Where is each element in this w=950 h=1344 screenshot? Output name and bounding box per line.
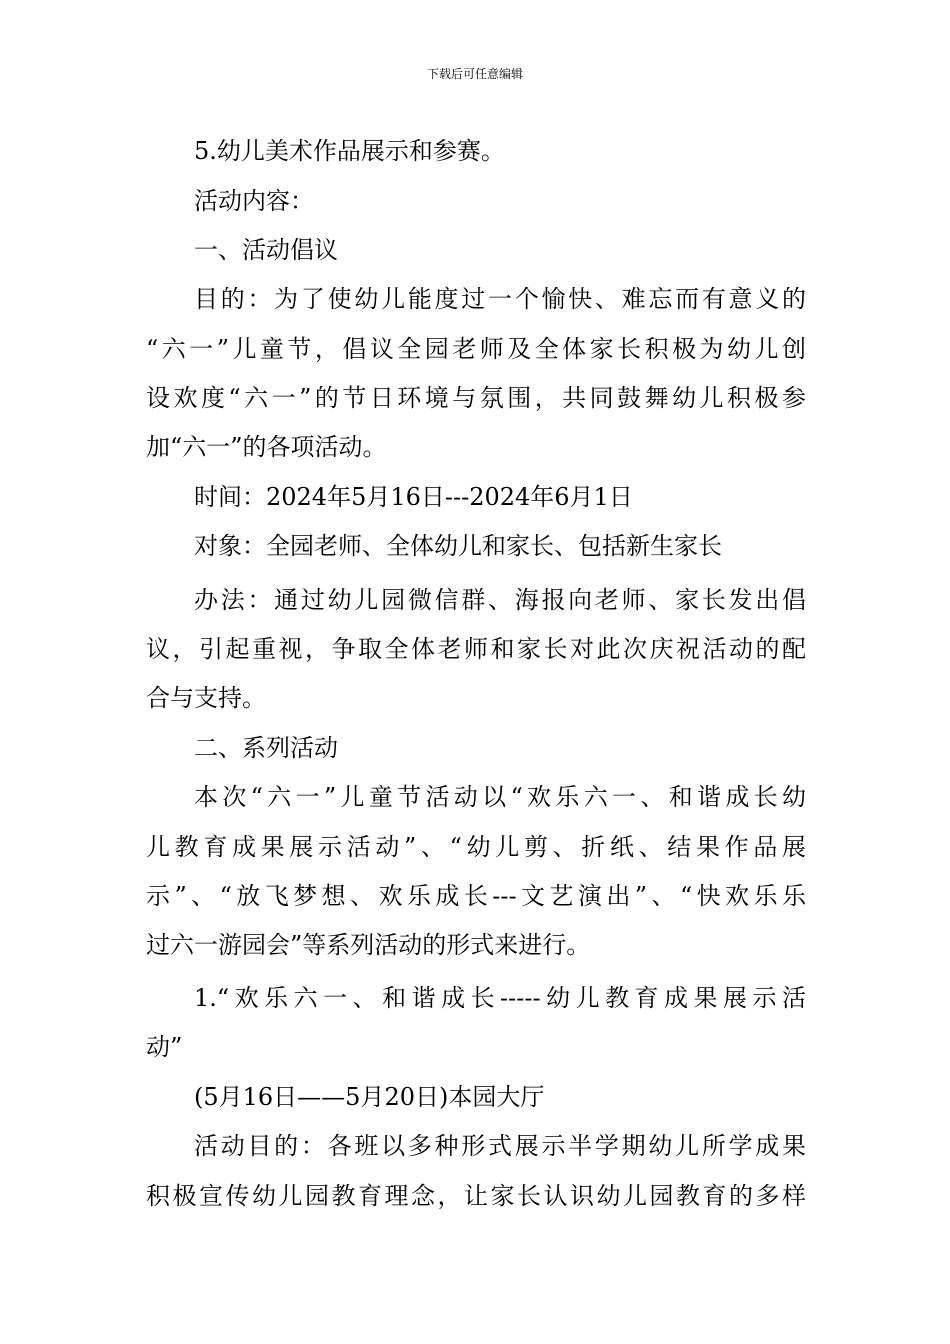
text-line: 示”、“放飞梦想、欢乐成长---文艺演出”、“快欢乐乐 (146, 882, 806, 910)
text-line: 加“六一”的各项活动。 (146, 433, 387, 461)
text-line: 本次“六一”儿童节活动以“欢乐六一、和谐成长幼 (194, 783, 806, 811)
section-heading: 二、系列活动 (194, 734, 338, 762)
section-heading: 一、活动倡议 (194, 236, 338, 264)
text-line: 1.“欢乐六一、和谐成长-----幼儿教育成果展示活 (194, 984, 806, 1012)
text-line: 儿教育成果展示活动”、“幼儿剪、折纸、结果作品展 (146, 833, 806, 861)
text-line: 对象：全园老师、全体幼儿和家长、包括新生家长 (194, 532, 722, 560)
text-line: 5.幼儿美术作品展示和参赛。 (194, 137, 505, 165)
text-line: “六一”儿童节，倡议全园老师及全体家长积极为幼儿创 (146, 335, 806, 363)
text-line: 活动目的：各班以多种形式展示半学期幼儿所学成果 (194, 1132, 806, 1160)
page-header: 下载后可任意编辑 (426, 67, 523, 81)
text-line: 合与支持。 (146, 684, 266, 712)
text-line: 积极宣传幼儿园教育理念，让家长认识幼儿园教育的多样 (146, 1182, 806, 1210)
text-line: 目的：为了使幼儿能度过一个愉快、难忘而有意义的 (194, 285, 806, 313)
text-line: 设欢度“六一”的节日环境与氛围，共同鼓舞幼儿积极参 (146, 384, 806, 412)
text-line: 办法：通过幼儿园微信群、海报向老师、家长发出倡 (194, 586, 806, 614)
text-line: 时间：2024年5月16日---2024年6月1日 (194, 483, 633, 511)
text-line: 动” (146, 1033, 183, 1061)
text-line: 活动内容： (194, 187, 314, 215)
text-line: 议，引起重视，争取全体老师和家长对此次庆祝活动的配 (146, 635, 806, 663)
text-line: (5月16日——5月20日)本园大厅 (194, 1083, 545, 1111)
text-line: 过六一游园会”等系列活动的形式来进行。 (146, 931, 591, 959)
